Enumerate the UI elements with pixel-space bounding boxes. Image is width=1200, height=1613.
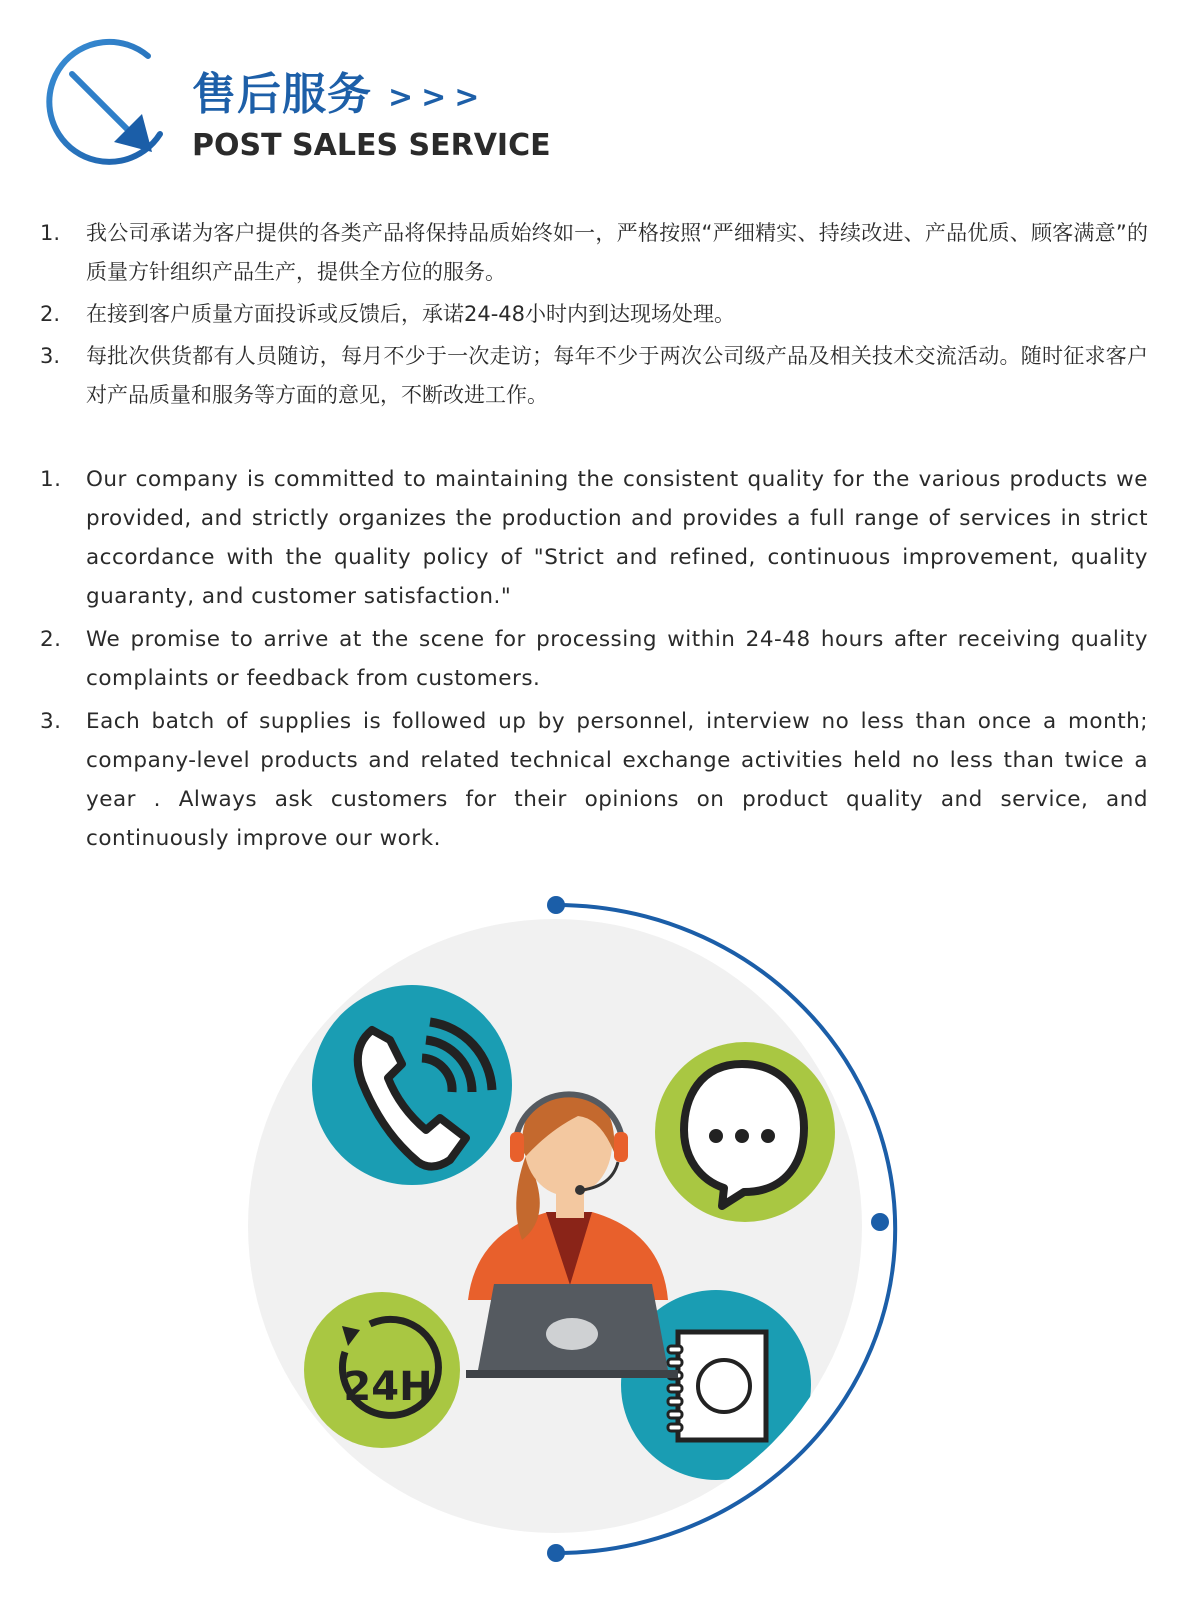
list-item-text: Each batch of supplies is followed up by personnel, interview no less than once a month; company-level products and related technical exchange activities held no less than twice a year . Always ask customers for their opinions on product quality and service, and continuously improve our work.	[86, 709, 1148, 851]
service-list-en	[40, 460, 1148, 862]
list-item	[40, 214, 1148, 292]
list-item-text: 我公司承诺为客户提供的各类产品将保持品质始终如一，严格按照“严细精实、持续改进、产品优质、顾客满意”的质量方针组织产品生产，提供全方位的服务。	[86, 221, 1148, 284]
page-header	[0, 0, 1200, 200]
arrow-circle-icon	[36, 34, 176, 174]
list-item-text: Our company is committed to maintaining the consistent quality for the various products we provided, and strictly organizes the production and provides a full range of services in strict accordance with the quality policy of "Strict and refined, continuous improvement, quality guaranty, and customer satisfaction."	[86, 467, 1148, 609]
customer-service-illustration	[240, 888, 900, 1613]
list-item-number: 3.	[40, 709, 62, 734]
list-item-text: We promise to arrive at the scene for processing within 24-48 hours after receiving quality complaints or feedback from customers.	[86, 627, 1148, 691]
list-item-number: 1.	[40, 467, 62, 492]
list-item	[40, 620, 1148, 698]
title-arrows: >>>	[388, 80, 488, 115]
list-item	[40, 337, 1148, 415]
list-item	[40, 702, 1148, 858]
list-item-text: 在接到客户质量方面投诉或反馈后，承诺24-48小时内到达现场处理。	[86, 302, 736, 326]
notebook-icon	[668, 1332, 766, 1440]
list-item	[40, 295, 1148, 334]
arc-dot-top	[547, 896, 565, 914]
arc-dot-bottom	[547, 1544, 565, 1562]
list-item-text: 每批次供货都有人员随访，每月不少于一次走访；每年不少于两次公司级产品及相关技术交流活动。随时征求客户对产品质量和服务等方面的意见，不断改进工作。	[86, 344, 1148, 407]
page-title-en: POST SALES SERVICE	[192, 128, 551, 163]
list-item-number: 1.	[40, 221, 61, 245]
badge-24h-text: 24H	[343, 1364, 433, 1410]
laptop-icon	[466, 1284, 678, 1378]
list-item-number: 3.	[40, 344, 61, 368]
list-item	[40, 460, 1148, 616]
list-item-number: 2.	[40, 302, 61, 326]
arc-dot-middle	[871, 1213, 889, 1231]
page-title-cn: 售后服务	[192, 69, 372, 120]
list-item-number: 2.	[40, 627, 62, 652]
service-list-cn	[40, 214, 1148, 418]
